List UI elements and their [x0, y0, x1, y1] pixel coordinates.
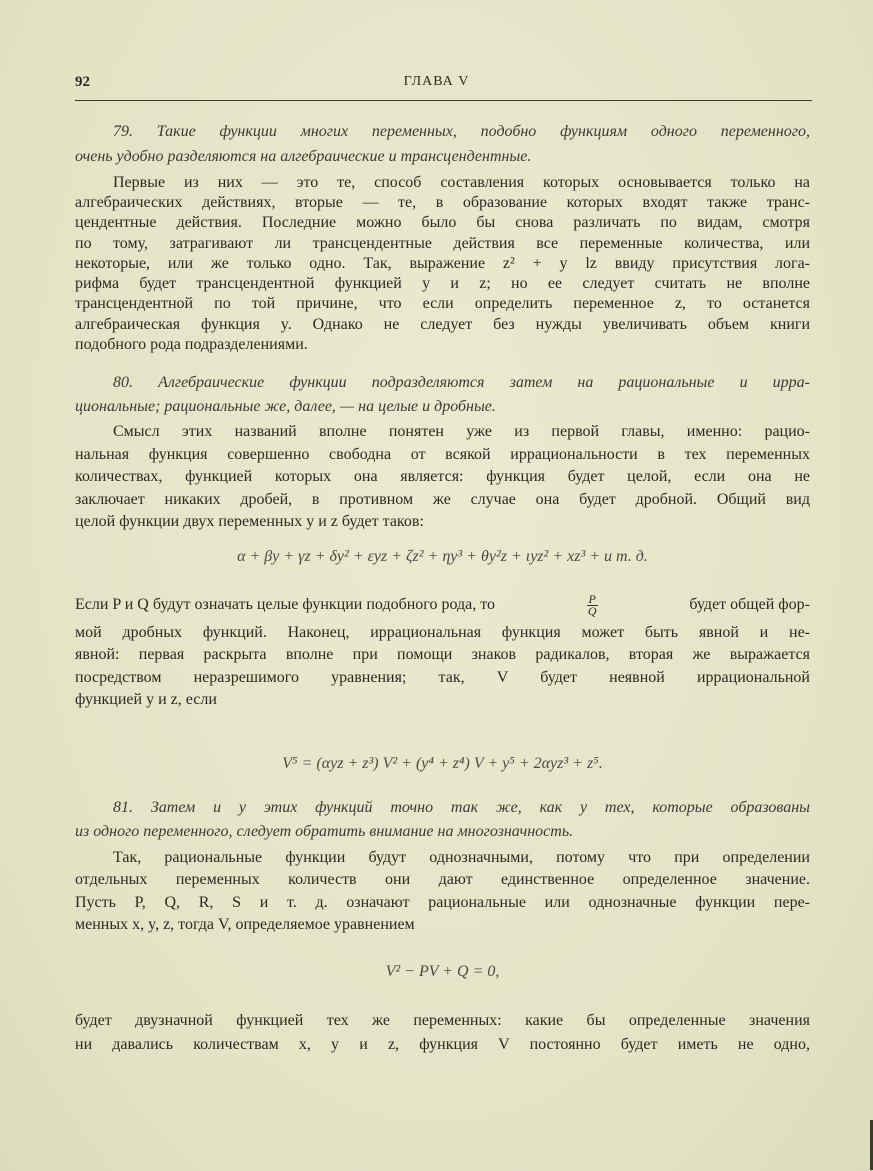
formula-integral-function: α + βy + γz + δy² + εyz + ζz² + ηy³ + θy²z + ιyz² + xz³ + и т. д. — [237, 548, 648, 565]
formula-quadratic: V² − PV + Q = 0, — [385, 963, 500, 980]
header-rule — [75, 100, 812, 101]
paragraph-line: ни давались количествам x, y и z, функция V постоянно будет иметь не одно, — [75, 1036, 810, 1053]
paragraph-line: Смысл этих названий вполне понятен уже из первой главы, именно: рацио- — [113, 423, 810, 440]
paragraph-line: алгебраическая функция y. Однако не следует без нужды увеличивать объем книги — [75, 316, 810, 333]
paragraph-line: алгебраических действиях, вторые — те, в образование которых входят также транс- — [75, 194, 810, 211]
paragraph-line: менных x, y, z, тогда V, определяемое уравнением — [75, 916, 415, 933]
section-80-heading: циональные; рациональные же, далее, — на целые и дробные. — [75, 398, 496, 415]
section-79-heading: 79. Такие функции многих переменных, подобно функциям одного переменного, — [113, 123, 810, 140]
paragraph-line: мой дробных функций. Наконец, иррациональная функция может быть явной и не- — [75, 624, 810, 641]
paragraph-line: Так, рациональные функции будут однозначными, потому что при определении — [113, 849, 810, 866]
fraction-p-over-q — [587, 591, 598, 618]
paragraph-line: подобного рода подразделениями. — [75, 336, 308, 353]
section-81-heading: из одного переменного, следует обратить внимание на многозначность. — [75, 823, 574, 840]
paragraph-line: будет двузначной функцией тех же переменных: какие бы определенные значения — [75, 1012, 810, 1029]
paragraph-line: Пусть P, Q, R, S и т. д. означают рациональные или однозначные функции пере- — [75, 894, 810, 911]
paragraph-line: заключает никаких дробей, в противном же случае она будет дробной. Общий вид — [75, 491, 810, 508]
fraction-line-text: Если P и Q будут означать целые функции подобного рода, то — [75, 596, 496, 613]
paragraph-line: количествах, функцией которых она является: функция будет целой, если она не — [75, 468, 810, 485]
paragraph-line: отдельных переменных количеств они дают единственное определенное значение. — [75, 871, 810, 888]
chapter-title: ГЛАВА V — [403, 74, 470, 89]
paragraph-line: трансцендентной по той причине, что если определить переменное z, то останется — [75, 295, 810, 312]
paragraph-line: нальная функция совершенно свободна от всякой иррациональности в тех переменных — [75, 446, 810, 463]
paragraph-line: функцией y и z, если — [75, 691, 217, 708]
paragraph-line: цендентные действия. Последние можно было бы снова различать по видам, смотря — [75, 214, 810, 231]
paragraph-line: некоторые, или же только одно. Так, выражение z² + y lz ввиду присутствия лога- — [75, 255, 810, 272]
page-number: 92 — [75, 74, 90, 90]
fraction-denominator: Q — [587, 603, 597, 618]
paragraph-line: по тому, затрагивают ли трансцендентные действия все переменные количества, или — [75, 235, 810, 252]
section-79-heading: очень удобно разделяются на алгебраические и трансцендентные. — [75, 148, 532, 165]
paragraph-line: посредством неразрешимого уравнения; так, V будет неявной иррациональной — [75, 669, 810, 686]
section-81-heading: 81. Затем и у этих функций точно так же, как у тех, которые образованы — [113, 799, 810, 816]
fraction-line-text: будет общей фор- — [689, 596, 810, 613]
paragraph-line: явной: первая раскрыта вполне при помощи знаков радикалов, вторая же выражается — [75, 646, 810, 663]
formula-implicit-function: V⁵ = (αyz + z³) V² + (y⁴ + z⁴) V + y⁵ + 2αyz³ + z⁵. — [282, 755, 603, 772]
section-80-heading: 80. Алгебраические функции подразделяются затем на рациональные и ирра- — [113, 374, 810, 391]
paragraph-line: целой функции двух переменных y и z будет таков: — [75, 513, 424, 530]
paragraph-line: рифма будет трансцендентной функцией y и z; но ее следует считать не вполне — [75, 275, 810, 292]
paragraph-line-fraction — [75, 591, 810, 618]
fraction-numerator: P — [588, 591, 596, 606]
paragraph-line: Первые из них — это те, способ составления которых основывается только на — [113, 174, 810, 191]
